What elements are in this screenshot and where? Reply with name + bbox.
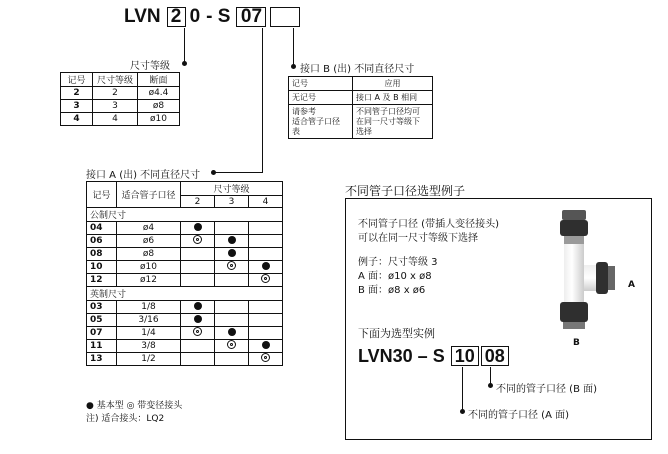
- row-code: 12: [87, 274, 117, 287]
- port-a-title: 接口 A (出) 不同直径尺寸: [86, 170, 201, 181]
- row-tube-size: 3/8: [117, 340, 181, 353]
- basic-type-icon: [194, 223, 202, 231]
- port-a-header-tube: 适合管子口径: [117, 182, 181, 208]
- row-code: 08: [87, 248, 117, 261]
- size-mark-cell: [215, 235, 249, 248]
- table-row: [87, 235, 283, 248]
- size-col-header: 2: [181, 196, 215, 208]
- size-mark-cell: [249, 301, 283, 314]
- row-code: 13: [87, 353, 117, 366]
- size-mark-cell: [181, 248, 215, 261]
- example-box-a: 10: [451, 346, 479, 366]
- table-cell: ø8: [138, 100, 180, 113]
- basic-type-icon: [194, 302, 202, 310]
- row-code: 06: [87, 235, 117, 248]
- size-mark-cell: [249, 353, 283, 366]
- size-mark-cell: [249, 261, 283, 274]
- size-mark-cell: [181, 327, 215, 340]
- table-cell: 2: [61, 87, 93, 100]
- row-tube-size: ø10: [117, 261, 181, 274]
- example-label: 例子：尺寸等级 3: [358, 257, 438, 268]
- table-row: [87, 327, 283, 340]
- example-intro-2: 可以在同一尺寸等级下选择: [358, 233, 478, 244]
- size-col-header: 3: [215, 196, 249, 208]
- table-cell: 2: [93, 87, 138, 100]
- table-row: [87, 301, 283, 314]
- size-mark-cell: [215, 353, 249, 366]
- size-mark-cell: [249, 248, 283, 261]
- row-tube-size: ø4: [117, 222, 181, 235]
- basic-type-icon: [228, 249, 236, 257]
- example-title: 不同管子口径选型例子: [345, 184, 466, 198]
- reducer-type-icon: [261, 274, 270, 283]
- model-digit-port-b: [270, 7, 300, 27]
- example-below-title: 下面为选型实例: [358, 327, 435, 340]
- size-mark-cell: [249, 235, 283, 248]
- table-cell: 4: [93, 113, 138, 126]
- table-cell: 接口 A 及 B 相同: [353, 91, 433, 105]
- symbol-legend: ● 基本型 ◎ 带变径接头: [86, 401, 183, 411]
- size-table-header: 尺寸等级: [93, 73, 138, 87]
- table-row: [87, 353, 283, 366]
- size-table-title: 尺寸等级: [130, 61, 170, 72]
- size-mark-cell: [215, 327, 249, 340]
- size-mark-cell: [181, 274, 215, 287]
- size-mark-cell: [215, 261, 249, 274]
- fitting-note: 注) 适合接头：LQ2: [86, 414, 165, 424]
- row-code: 03: [87, 301, 117, 314]
- example-model-code: [358, 345, 509, 367]
- size-mark-cell: [181, 222, 215, 235]
- metric-section-label: 公制尺寸: [87, 208, 283, 222]
- row-tube-size: 1/2: [117, 353, 181, 366]
- example-model-prefix: LVN30 – S: [358, 345, 445, 366]
- fitting-illustration: [548, 210, 638, 330]
- row-code: 10: [87, 261, 117, 274]
- basic-type-icon: [262, 341, 270, 349]
- table-row: [87, 261, 283, 274]
- size-table: [60, 72, 180, 126]
- row-tube-size: ø6: [117, 235, 181, 248]
- note-a-face: 不同的管子口径 (A 面): [468, 410, 570, 421]
- row-tube-size: 1/8: [117, 301, 181, 314]
- example-intro-1: 不同管子口径 (带插人变径接头): [358, 219, 499, 230]
- row-tube-size: 1/4: [117, 327, 181, 340]
- port-a-header-code: 记号: [87, 182, 117, 208]
- row-code: 05: [87, 314, 117, 327]
- basic-type-icon: [228, 236, 236, 244]
- table-cell: ø4.4: [138, 87, 180, 100]
- table-row: [87, 340, 283, 353]
- size-mark-cell: [249, 327, 283, 340]
- size-mark-cell: [181, 235, 215, 248]
- model-dash-s: - S: [206, 6, 231, 27]
- table-cell: 4: [61, 113, 93, 126]
- port-b-header: 应用: [353, 77, 433, 91]
- label-b-face: B: [573, 338, 580, 348]
- reducer-type-icon: [193, 327, 202, 336]
- size-mark-cell: [215, 222, 249, 235]
- table-cell: 3: [61, 100, 93, 113]
- table-cell: ø10: [138, 113, 180, 126]
- size-mark-cell: [215, 248, 249, 261]
- example-box-b: 08: [481, 346, 509, 366]
- size-mark-cell: [215, 274, 249, 287]
- port-a-header-size: 尺寸等级: [181, 182, 283, 196]
- size-mark-cell: [249, 314, 283, 327]
- row-tube-size: ø12: [117, 274, 181, 287]
- row-code: 11: [87, 340, 117, 353]
- row-tube-size: ø8: [117, 248, 181, 261]
- size-mark-cell: [249, 340, 283, 353]
- example-b-face: B 面：ø8 x ø6: [358, 285, 426, 296]
- row-code: 04: [87, 222, 117, 235]
- basic-type-icon: [194, 315, 202, 323]
- reducer-type-icon: [227, 261, 236, 270]
- table-cell: 3: [93, 100, 138, 113]
- size-mark-cell: [249, 274, 283, 287]
- size-mark-cell: [181, 314, 215, 327]
- size-mark-cell: [181, 353, 215, 366]
- reducer-type-icon: [193, 235, 202, 244]
- size-mark-cell: [181, 301, 215, 314]
- row-tube-size: 3/16: [117, 314, 181, 327]
- reducer-type-icon: [227, 340, 236, 349]
- size-mark-cell: [215, 340, 249, 353]
- port-b-header: 记号: [289, 77, 353, 91]
- row-code: 07: [87, 327, 117, 340]
- note-b-face: 不同的管子口径 (B 面): [496, 384, 598, 395]
- port-b-table: [288, 76, 433, 139]
- size-mark-cell: [181, 340, 215, 353]
- inch-section-label: 英制尺寸: [87, 287, 283, 301]
- model-prefix: LVN: [124, 6, 161, 27]
- model-digit-port-a: 07: [236, 7, 266, 27]
- label-a-face: A: [628, 280, 635, 290]
- table-row: [87, 248, 283, 261]
- port-b-title: 接口 B (出) 不同直径尺寸: [300, 64, 415, 75]
- table-cell: 请参考 适合管子口径 表: [289, 105, 353, 139]
- table-row: [87, 314, 283, 327]
- size-table-header: 记号: [61, 73, 93, 87]
- size-mark-cell: [181, 261, 215, 274]
- model-digit-size: 2: [167, 7, 186, 27]
- model-digit-zero: 0: [189, 6, 201, 27]
- size-mark-cell: [215, 301, 249, 314]
- example-a-face: A 面：ø10 x ø8: [358, 271, 432, 282]
- size-mark-cell: [249, 222, 283, 235]
- model-code: [124, 6, 300, 28]
- table-row: [87, 274, 283, 287]
- basic-type-icon: [228, 328, 236, 336]
- table-cell: 无记号: [289, 91, 353, 105]
- basic-type-icon: [262, 262, 270, 270]
- port-a-table: [86, 181, 283, 366]
- reducer-type-icon: [261, 353, 270, 362]
- table-cell: 不同管子口径均可 在同一尺寸等级下 选择: [353, 105, 433, 139]
- size-col-header: 4: [249, 196, 283, 208]
- table-row: [87, 222, 283, 235]
- size-mark-cell: [215, 314, 249, 327]
- size-table-header: 断面: [138, 73, 180, 87]
